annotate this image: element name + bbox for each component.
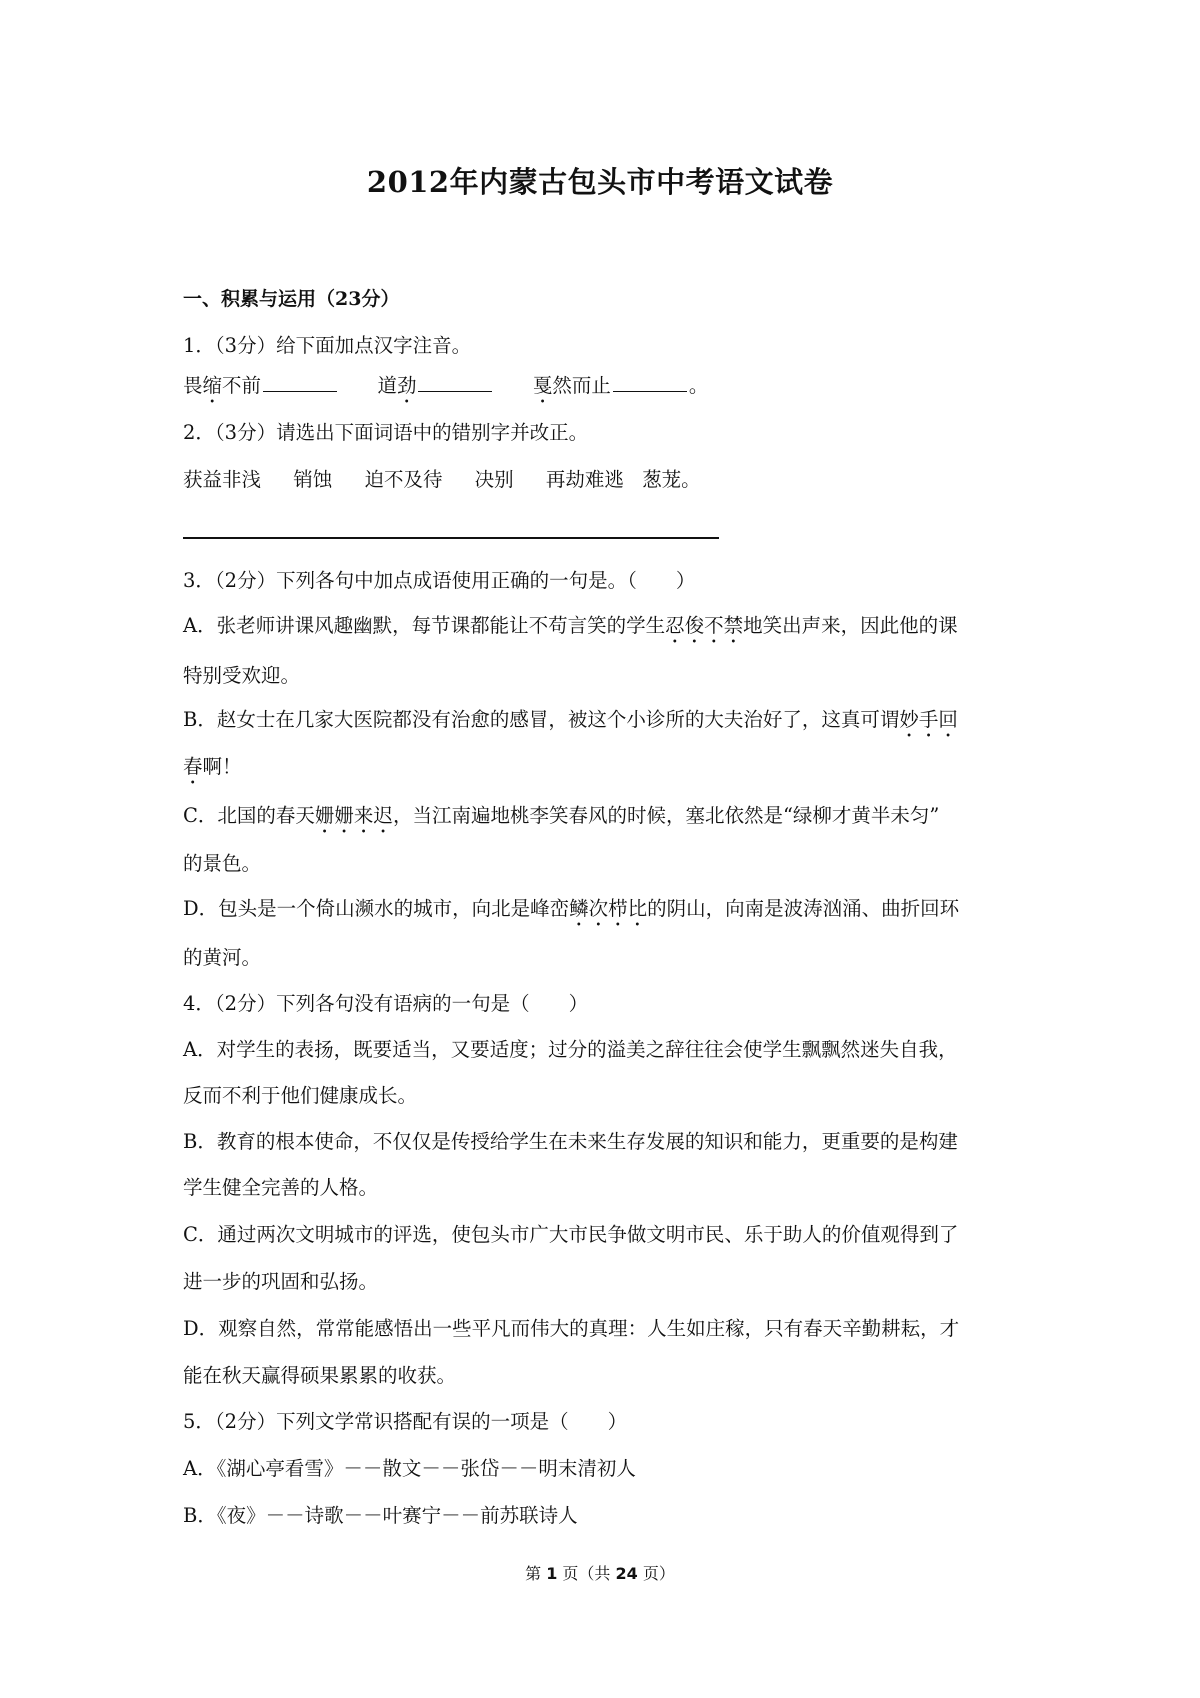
page-number: 1 [546, 1564, 558, 1583]
answer-line [183, 537, 719, 539]
q3-stem: 3．（2分）下列各句中加点成语使用正确的一句是。（ ） [183, 569, 696, 592]
q3-option-d-cont: 的黄河。 [183, 946, 262, 969]
q3-option-b-cont: 春啊！ [183, 755, 242, 778]
q3-option-c: C．北国的春天姗姗来迟，当江南遍地桃李笑春风的时候，塞北依然是“绿柳才黄半未匀” [183, 804, 940, 827]
q5-option-a: A．《湖心亭看雪》－－散文－－张岱－－明末清初人 [183, 1457, 636, 1480]
q3-option-d: D．包头是一个倚山濒水的城市，向北是峰峦鳞次栉比的阴山，向南是波涛汹涌、曲折回环 [183, 897, 960, 920]
q5-stem: 5．（2分）下列文学常识搭配有误的一项是（ ） [183, 1410, 628, 1433]
word-item: 葱茏。 [642, 468, 701, 491]
q2-words [183, 464, 701, 492]
q4-option-a-cont: 反而不利于他们健康成长。 [183, 1084, 418, 1107]
word-item: 获益非浅 [183, 468, 262, 491]
word-item: 销蚀 [293, 468, 333, 491]
q3-option-a-cont: 特别受欢迎。 [183, 664, 301, 687]
word-item: 决别 [474, 468, 514, 491]
q4-option-a: A．对学生的表扬，既要适当，又要适度；过分的溢美之辞往往会使学生飘飘然迷失自我， [183, 1038, 958, 1061]
q4-stem: 4．（2分）下列各句没有语病的一句是（ ） [183, 992, 589, 1015]
q3-option-b: B．赵女士在几家大医院都没有治愈的感冒，被这个小诊所的大夫治好了，这真可谓妙手回 [183, 708, 958, 731]
answer-blank [613, 391, 687, 392]
answer-blank [263, 391, 337, 392]
q4-option-c-cont: 进一步的巩固和弘扬。 [183, 1270, 379, 1293]
section-heading: 一、积累与运用（23分） [183, 288, 400, 310]
q2-stem: 2．（3分）请选出下面词语中的错别字并改正。 [183, 421, 589, 444]
q4-option-b: B．教育的根本使命，不仅仅是传授给学生在未来生存发展的知识和能力，更重要的是构建 [183, 1130, 958, 1153]
q4-option-b-cont: 学生健全完善的人格。 [183, 1176, 379, 1199]
q4-option-d: D．观察自然，常常能感悟出一些平凡而伟大的真理：人生如庄稼，只有春天辛勤耕耘，才 [183, 1317, 960, 1340]
document-title: 2012年内蒙古包头市中考语文试卷 [366, 165, 834, 199]
q1-stem: 1．（3分）给下面加点汉字注音。 [183, 334, 472, 357]
word-item: 迫不及待 [364, 468, 443, 491]
page-footer: 第 1 页（共 24 页） [525, 1564, 675, 1583]
q5-option-b: B．《夜》－－诗歌－－叶赛宁－－前苏联诗人 [183, 1504, 578, 1527]
answer-blank [418, 391, 492, 392]
q3-option-a: A．张老师讲课风趣幽默，每节课都能让不苟言笑的学生忍俊不禁地笑出声来，因此他的课 [183, 614, 958, 637]
q4-option-c: C．通过两次文明城市的评选，使包头市广大市民争做文明市民、乐于助人的价值观得到了 [183, 1223, 959, 1246]
page-total: 24 [615, 1564, 638, 1583]
q3-option-c-cont: 的景色。 [183, 852, 262, 875]
word-item: 再劫难逃 [545, 468, 624, 491]
q1-words: 畏缩不前 道劲 戛然而止 。 [183, 374, 709, 397]
q4-option-d-cont: 能在秋天赢得硕果累累的收获。 [183, 1364, 457, 1387]
